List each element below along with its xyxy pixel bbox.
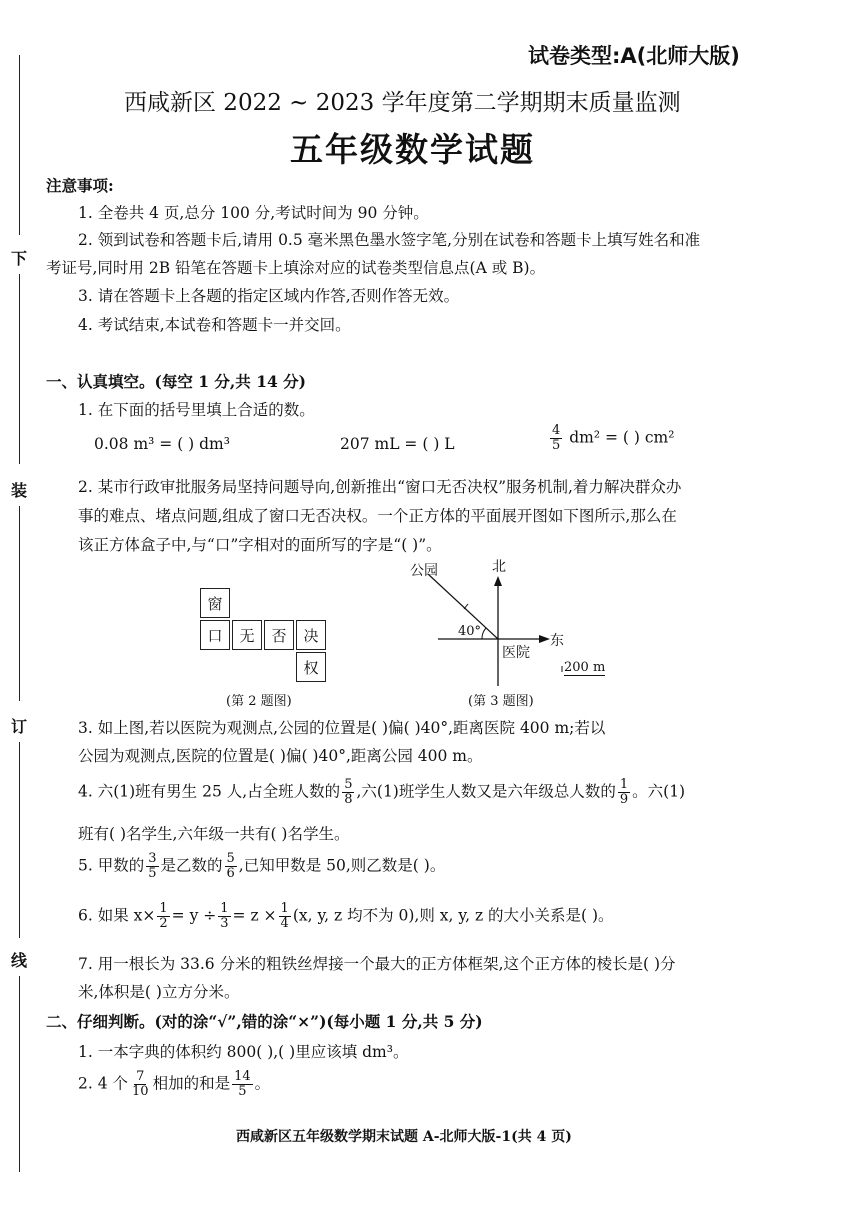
q6-fraction-1 xyxy=(157,902,169,931)
q4-part3: 。六(1) xyxy=(632,782,686,801)
q5-frac2-num: 5 xyxy=(226,851,235,866)
binding-line-1 xyxy=(19,55,20,235)
q5-frac2-den: 6 xyxy=(226,866,235,881)
q7-line2: 米,体积是( )立方分米。 xyxy=(78,983,240,1001)
q4-line2: 班有( )名学生,六年级一共有( )名学生。 xyxy=(78,825,350,843)
judge-q2-frac2-den: 5 xyxy=(238,1084,247,1099)
east-label: 东 xyxy=(550,633,564,649)
cube-face-fou: 否 xyxy=(264,620,294,650)
notice-item-4: 4. 考试结束,本试卷和答题卡一并交回。 xyxy=(78,316,351,334)
judge-q2-frac1-num: 7 xyxy=(136,1069,145,1084)
q6-frac3-den: 4 xyxy=(280,916,289,931)
q5-line xyxy=(78,852,445,881)
q6-fraction-2 xyxy=(218,902,230,931)
q3-line2: 公园为观测点,医院的位置是( )偏( )40°,距离公园 400 m。 xyxy=(78,747,483,765)
notice-item-1: 1. 全卷共 4 页,总分 100 分,考试时间为 90 分钟。 xyxy=(78,204,429,222)
binding-line-2 xyxy=(19,274,20,464)
q6-part1: 6. 如果 x× xyxy=(78,906,156,925)
q6-frac2-num: 1 xyxy=(220,901,229,916)
binding-char-xia: 下 xyxy=(11,249,28,268)
q6-fraction-3 xyxy=(279,902,291,931)
q4-line1 xyxy=(78,778,685,807)
q6-frac3-num: 1 xyxy=(280,901,289,916)
q6-line xyxy=(78,902,614,931)
q4-frac2-den: 9 xyxy=(619,792,629,807)
paper-type-label: 试卷类型:A(北师大版) xyxy=(528,44,740,68)
q5-part1: 5. 甲数的 xyxy=(78,856,145,875)
q2-line1: 2. 某市行政审批服务局坚持问题导向,创新推出“窗口无否决权”服务机制,着力解决群众办 xyxy=(78,478,682,496)
binding-line-4 xyxy=(19,742,20,938)
q4-frac2-num: 1 xyxy=(619,777,629,792)
q1-text: 1. 在下面的括号里填上合适的数。 xyxy=(78,401,315,419)
judge-q2-frac1-den: 10 xyxy=(132,1084,149,1099)
notice-item-3: 3. 请在答题卡上各题的指定区域内作答,否则作答无效。 xyxy=(78,287,460,305)
q5-fraction-2 xyxy=(225,852,237,881)
notice-heading: 注意事项: xyxy=(46,176,114,195)
judge-q2-fraction-1 xyxy=(130,1070,151,1099)
east-arrow-icon xyxy=(539,635,550,643)
binding-line-3 xyxy=(19,506,20,701)
notice-item-2: 2. 领到试卷和答题卡后,请用 0.5 毫米黑色墨水签字笔,分别在试卷和答题卡上填写姓名和准 xyxy=(78,231,701,249)
q7-line1: 7. 用一根长为 33.6 分米的粗铁丝焊接一个最大的正方体框架,这个正方体的棱长是( )分 xyxy=(78,955,676,973)
figure3-caption: (第 3 题图) xyxy=(468,694,534,709)
q1-frac-den: 5 xyxy=(552,438,561,453)
q1-frac-num: 4 xyxy=(552,423,561,438)
cube-face-wu: 无 xyxy=(232,620,262,650)
cube-net-figure xyxy=(200,588,332,684)
q2-line2: 事的难点、堵点问题,组成了窗口无否决权。一个正方体的平面展开图如下图所示,那么在 xyxy=(78,507,677,525)
cube-face-jue: 决 xyxy=(296,620,326,650)
north-label: 北 xyxy=(492,559,506,575)
direction-map-figure xyxy=(410,556,606,686)
q5-part2: 是乙数的 xyxy=(160,856,223,875)
q3-line1: 3. 如上图,若以医院为观测点,公园的位置是( )偏( )40°,距离医院 400 m;若以 xyxy=(78,719,606,737)
exam-title: 五年级数学试题 xyxy=(290,130,535,169)
page-footer: 西咸新区五年级数学期末试题 A-北师大版-1(共 4 页) xyxy=(236,1129,572,1145)
judge-q2-part2: 相加的和是 xyxy=(152,1074,231,1093)
binding-line-5 xyxy=(19,976,20,1172)
q4-fraction-1 xyxy=(342,778,354,807)
binding-char-ding: 订 xyxy=(11,717,28,736)
notice-item-2-cont: 考证号,同时用 2B 铅笔在答题卡上填涂对应的试卷类型信息点(A 或 B)。 xyxy=(46,259,546,277)
q5-frac1-num: 3 xyxy=(148,851,157,866)
section2-heading: 二、仔细判断。(对的涂“√”,错的涂“×”)(每小题 1 分,共 5 分) xyxy=(46,1012,483,1031)
q6-frac1-den: 2 xyxy=(159,916,168,931)
q2-line3: 该正方体盒子中,与“口”字相对的面所写的字是“( )”。 xyxy=(78,536,442,554)
cube-face-quan: 权 xyxy=(296,652,326,682)
park-label: 公园 xyxy=(410,563,438,579)
hospital-label: 医院 xyxy=(502,645,530,661)
binding-char-zhuang: 装 xyxy=(11,481,28,500)
q5-fraction-1 xyxy=(146,852,158,881)
q4-fraction-2 xyxy=(618,778,630,807)
cube-face-kou: 口 xyxy=(200,620,230,650)
judge-q2 xyxy=(78,1070,270,1099)
exam-subtitle: 西咸新区 2022 ~ 2023 学年度第二学期期末质量监测 xyxy=(124,90,681,116)
judge-q1: 1. 一本字典的体积约 800( ),( )里应该填 dm³。 xyxy=(78,1043,409,1061)
q5-frac1-den: 5 xyxy=(148,866,157,881)
judge-q2-frac2-num: 14 xyxy=(234,1069,251,1084)
scale-label: 200 m xyxy=(564,660,606,675)
q1-item-a: 0.08 m³ = ( ) dm³ xyxy=(94,435,230,453)
midpoint-tick xyxy=(464,604,468,609)
q4-frac1-den: 8 xyxy=(344,792,353,807)
q6-frac1-num: 1 xyxy=(159,901,168,916)
binding-char-xian: 线 xyxy=(11,951,28,970)
q6-frac2-den: 3 xyxy=(220,916,229,931)
q4-part1: 4. 六(1)班有男生 25 人,占全班人数的 xyxy=(78,782,341,801)
q1-fraction xyxy=(550,424,562,453)
angle-label: 40° xyxy=(458,624,482,639)
q5-part3: ,已知甲数是 50,则乙数是( )。 xyxy=(238,856,446,875)
judge-q2-part1: 2. 4 个 xyxy=(78,1074,129,1093)
q1-item-c xyxy=(548,424,674,453)
figure2-caption: (第 2 题图) xyxy=(226,694,292,709)
q6-part3: = z × xyxy=(232,906,277,925)
q6-part4: (x, y, z 均不为 0),则 x, y, z 的大小关系是( )。 xyxy=(292,906,614,925)
north-arrow-icon xyxy=(494,576,502,586)
judge-q2-fraction-2 xyxy=(232,1070,253,1099)
q1-item-b: 207 mL = ( ) L xyxy=(340,435,455,453)
section1-heading: 一、认真填空。(每空 1 分,共 14 分) xyxy=(46,372,307,391)
q4-part2: ,六(1)班学生人数又是六年级总人数的 xyxy=(356,782,616,801)
angle-arc xyxy=(482,628,486,639)
q1-item-c-rest: dm² = ( ) cm² xyxy=(569,428,675,447)
cube-face-chuang: 窗 xyxy=(200,588,230,618)
q6-part2: = y ÷ xyxy=(171,906,217,925)
q4-frac1-num: 5 xyxy=(344,777,353,792)
judge-q2-part3: 。 xyxy=(254,1074,271,1093)
